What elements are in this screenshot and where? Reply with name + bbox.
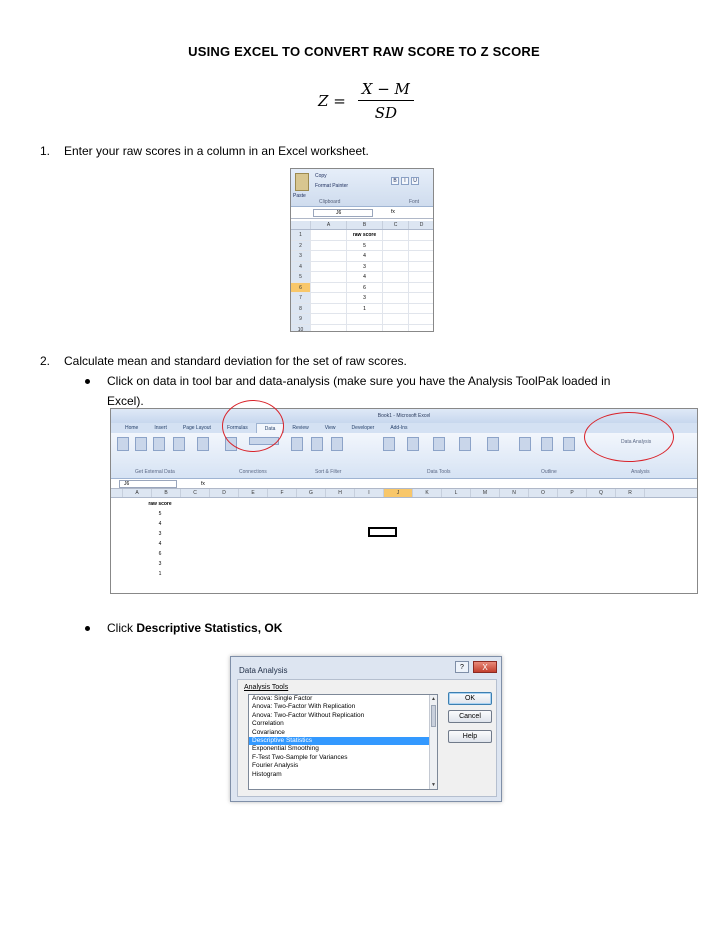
- cell: 6: [158, 551, 162, 557]
- column-header: D: [210, 489, 239, 497]
- column-header: B: [152, 489, 181, 497]
- cell: 5: [158, 511, 162, 517]
- list-item-selected[interactable]: Descriptive Statistics: [249, 737, 437, 745]
- cell: 3: [347, 293, 383, 303]
- copy-label: Copy: [315, 173, 327, 179]
- cell: [409, 304, 434, 314]
- sheet-row: [291, 283, 434, 294]
- cell: 1: [158, 571, 162, 577]
- row-header: 1: [291, 230, 311, 240]
- ribbon-group-label: Analysis: [631, 469, 650, 475]
- ribbon-group-label: Connections: [239, 469, 267, 475]
- list-scrollbar[interactable]: [429, 695, 437, 789]
- row-header: 9: [291, 314, 311, 324]
- help-icon[interactable]: ?: [455, 661, 469, 673]
- column-header: L: [442, 489, 471, 497]
- cell: [311, 272, 347, 282]
- cell: [311, 314, 347, 324]
- scroll-down-icon[interactable]: ▼: [431, 782, 436, 788]
- data-analysis-highlight-circle: [584, 412, 674, 462]
- cell: [383, 293, 409, 303]
- formula-denominator: SD: [374, 104, 397, 122]
- cell: 6: [347, 283, 383, 293]
- text-to-columns-icon: [383, 437, 395, 451]
- z-score-formula: [318, 80, 414, 122]
- cell: [383, 304, 409, 314]
- column-header: C: [383, 221, 409, 229]
- bullet-dot: [85, 379, 90, 384]
- formula-numerator: X − M: [358, 80, 414, 101]
- column-header: E: [239, 489, 268, 497]
- tab-formulas: Formulas: [226, 425, 248, 431]
- cell: 4: [158, 521, 162, 527]
- list-item[interactable]: F-Test Two-Sample for Variances: [252, 753, 348, 761]
- row-header: 10: [291, 325, 311, 333]
- fx-label: fx: [391, 209, 395, 215]
- cell: [409, 283, 434, 293]
- sheet-row: [291, 272, 434, 283]
- analysis-tools-label-text: Analysis Tools: [244, 684, 289, 691]
- formula-bar: [291, 207, 433, 219]
- ok-button[interactable]: OK: [448, 692, 492, 705]
- subtotal-icon: [563, 437, 575, 451]
- column-header: [291, 221, 311, 229]
- page-title: USING EXCEL TO CONVERT RAW SCORE TO Z SCORE: [188, 44, 540, 59]
- tab-developer: Developer: [351, 425, 375, 431]
- step-1: [40, 142, 369, 160]
- cell: [409, 314, 434, 324]
- paste-label: Paste: [293, 193, 306, 199]
- column-header: C: [181, 489, 210, 497]
- column-header: A: [311, 221, 347, 229]
- bold-button: B: [391, 177, 399, 185]
- sheet-row: [291, 293, 434, 304]
- cell: [383, 230, 409, 240]
- cell: [383, 283, 409, 293]
- formula-bar: [111, 479, 697, 489]
- sheet-row: [291, 230, 434, 241]
- sort-dialog-icon: [311, 437, 323, 451]
- ribbon-group-label: Outline: [541, 469, 557, 475]
- cell: [311, 262, 347, 272]
- cell: 3: [347, 262, 383, 272]
- cancel-button[interactable]: Cancel: [448, 710, 492, 723]
- cell: [383, 251, 409, 261]
- column-header: D: [409, 221, 434, 229]
- row-header: 7: [291, 293, 311, 303]
- tab-view: View: [324, 425, 336, 431]
- column-header: A: [123, 489, 152, 497]
- name-box: J6: [313, 209, 373, 217]
- sheet-row: [291, 241, 434, 252]
- cell: 1: [347, 304, 383, 314]
- sheet-row: [291, 325, 434, 333]
- tab-page-layout: Page Layout: [182, 425, 211, 431]
- bullet-1: [107, 371, 667, 411]
- analysis-tools-list[interactable]: [248, 694, 438, 790]
- column-header: B: [347, 221, 383, 229]
- cell: [409, 325, 434, 333]
- step-number: 2.: [40, 354, 51, 368]
- column-header: J: [384, 489, 413, 497]
- cell: [383, 241, 409, 251]
- from-text-icon: [153, 437, 165, 451]
- fx-label: fx: [201, 481, 205, 487]
- column-header: K: [413, 489, 442, 497]
- column-header-row: [111, 489, 697, 498]
- column-header: P: [558, 489, 587, 497]
- ribbon-group-label: Data Tools: [427, 469, 451, 475]
- row-header: 4: [291, 262, 311, 272]
- data-analysis-button: Data Analysis: [621, 439, 652, 445]
- paste-icon: [295, 173, 309, 191]
- bullet-text-line-1: Click on data in tool bar and data-analysis (make sure you have the Analysis ToolPak loaded in: [107, 374, 611, 388]
- cell: [409, 230, 434, 240]
- dialog-title: Data Analysis: [239, 666, 288, 675]
- analysis-tools-label: [244, 684, 288, 691]
- row-header: 8: [291, 304, 311, 314]
- cell: [409, 251, 434, 261]
- font-group-label: Font: [409, 199, 420, 205]
- column-header: Q: [587, 489, 616, 497]
- step-text: Calculate mean and standard deviation for the set of raw scores.: [64, 354, 407, 368]
- cell: 4: [347, 272, 383, 282]
- list-item[interactable]: Anova: Single Factor: [252, 695, 313, 702]
- sheet-row: [291, 304, 434, 315]
- name-box: J6: [119, 480, 177, 488]
- sort-icon: [291, 437, 303, 451]
- data-validation-icon: [433, 437, 445, 451]
- column-header: N: [500, 489, 529, 497]
- tab-review: Review: [292, 425, 309, 431]
- italic-button: I: [401, 177, 409, 185]
- cell: [347, 325, 383, 333]
- scroll-up-icon[interactable]: ▲: [431, 696, 436, 702]
- dialog-body: [237, 679, 497, 797]
- column-header: H: [326, 489, 355, 497]
- cell: [311, 230, 347, 240]
- column-header: R: [616, 489, 645, 497]
- format-painter-label: Format Painter: [315, 183, 349, 189]
- cell: [311, 241, 347, 251]
- column-header-row: [291, 221, 434, 230]
- ribbon-group-label: Sort & Filter: [315, 469, 342, 475]
- row-header: 3: [291, 251, 311, 261]
- remove-duplicates-icon: [407, 437, 419, 451]
- window-title: Book1 - Microsoft Excel: [377, 413, 431, 419]
- list-item[interactable]: Covariance: [252, 728, 285, 736]
- data-analysis-dialog: [230, 656, 502, 802]
- cell: [311, 283, 347, 293]
- row-header: 2: [291, 241, 311, 251]
- tab-data: Data: [256, 423, 285, 433]
- sheet-row: [291, 262, 434, 273]
- scroll-thumb[interactable]: [431, 705, 436, 727]
- existing-connections-icon: [197, 437, 209, 451]
- cell: [383, 314, 409, 324]
- tab-insert: Insert: [154, 425, 167, 431]
- list-item[interactable]: Anova: Two-Factor Without Replication: [252, 711, 365, 719]
- cell: raw score: [347, 230, 383, 240]
- cell: [409, 272, 434, 282]
- bullet-bold-text: Descriptive Statistics, OK: [136, 621, 283, 635]
- bullet-dot: [85, 626, 90, 631]
- data-tab-highlight-circle: [222, 400, 284, 452]
- ribbon-group-label: Get External Data: [135, 469, 175, 475]
- tab-add-ins: Add-Ins: [390, 425, 408, 431]
- row-header: 6: [291, 283, 311, 293]
- list-item[interactable]: Correlation: [252, 720, 284, 728]
- tab-home: Home: [125, 425, 139, 431]
- font-style-buttons: [391, 177, 419, 185]
- clipboard-group-label: Clipboard: [319, 199, 341, 205]
- column-header: I: [355, 489, 384, 497]
- cell: [347, 314, 383, 324]
- cell: [383, 325, 409, 333]
- cell: [311, 251, 347, 261]
- corner-cell: [111, 489, 123, 497]
- cell: [409, 293, 434, 303]
- filter-icon: [331, 437, 343, 451]
- column-header: O: [529, 489, 558, 497]
- cell: [311, 304, 347, 314]
- cell: 4: [347, 251, 383, 261]
- column-header: M: [471, 489, 500, 497]
- ungroup-icon: [541, 437, 553, 451]
- row-header: 5: [291, 272, 311, 282]
- cell: [383, 272, 409, 282]
- step-text: Enter your raw scores in a column in an Excel worksheet.: [64, 144, 369, 158]
- cell: [409, 241, 434, 251]
- underline-button: U: [411, 177, 419, 185]
- worksheet-grid: [291, 221, 434, 332]
- close-icon[interactable]: X: [473, 661, 497, 673]
- what-if-analysis-icon: [487, 437, 499, 451]
- cell: raw score: [148, 501, 172, 507]
- cell: 3: [158, 561, 162, 567]
- cell: [311, 293, 347, 303]
- selected-cell: [368, 527, 397, 537]
- from-other-sources-icon: [173, 437, 185, 451]
- list-item[interactable]: Histogram: [252, 770, 282, 778]
- cell: [409, 262, 434, 272]
- step-number: 1.: [40, 144, 51, 158]
- bullet-text-line-2: Excel).: [107, 394, 144, 408]
- consolidate-icon: [459, 437, 471, 451]
- cell: [383, 262, 409, 272]
- sheet-row: [291, 251, 434, 262]
- excel-worksheet-screenshot: [290, 168, 434, 332]
- formula-lhs: Z =: [318, 92, 346, 110]
- cell: [311, 325, 347, 333]
- list-item[interactable]: Fourier Analysis: [252, 762, 299, 770]
- list-item[interactable]: Anova: Two-Factor With Replication: [252, 703, 356, 711]
- list-item[interactable]: Exponential Smoothing: [252, 745, 319, 753]
- group-icon: [519, 437, 531, 451]
- column-header: F: [268, 489, 297, 497]
- column-header: G: [297, 489, 326, 497]
- help-button[interactable]: Help: [448, 730, 492, 743]
- cell: 4: [158, 541, 162, 547]
- bullet-2: [107, 618, 282, 638]
- cell: 3: [158, 531, 162, 537]
- clipboard-ribbon: [291, 169, 433, 207]
- cell: 5: [347, 241, 383, 251]
- from-access-icon: [117, 437, 129, 451]
- formula-fraction: [358, 80, 414, 122]
- sheet-row: [291, 314, 434, 325]
- bullet-text: Click: [107, 621, 137, 635]
- step-2: [40, 352, 407, 370]
- from-web-icon: [135, 437, 147, 451]
